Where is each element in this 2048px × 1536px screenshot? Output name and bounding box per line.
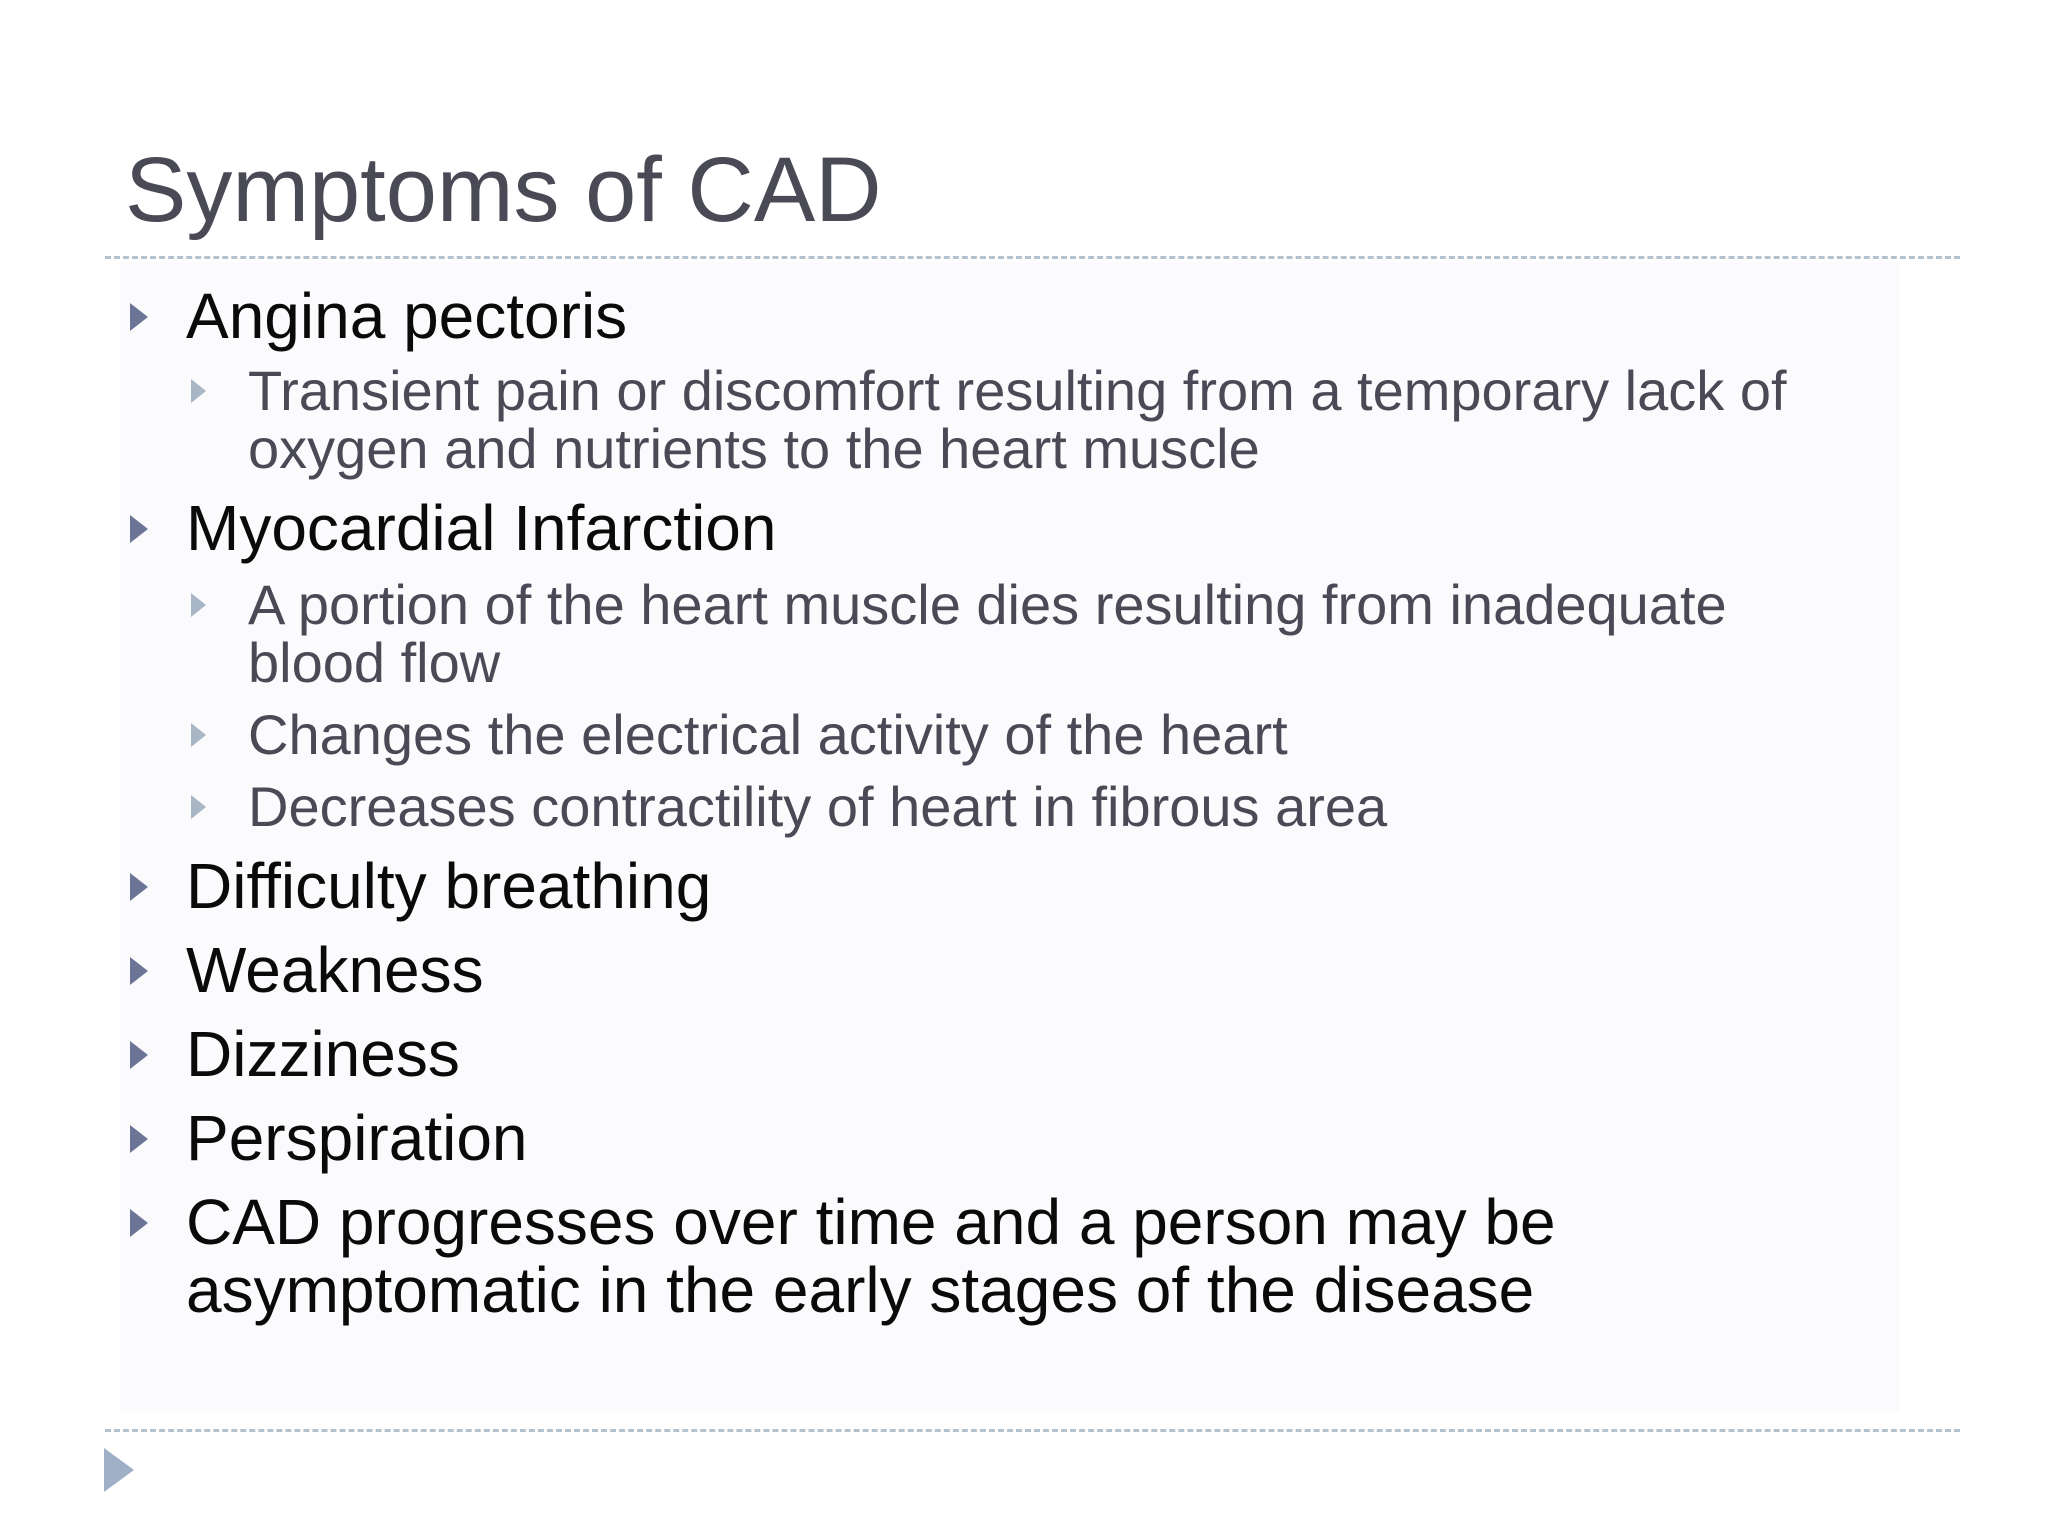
bullet-text: Perspiration <box>186 1102 528 1174</box>
bullet-text: Weakness <box>186 934 484 1006</box>
bullet-text-line-2: asymptomatic in the early stages of the disease <box>186 1254 1535 1326</box>
triangle-right-icon <box>130 1209 148 1237</box>
triangle-right-icon <box>130 1041 148 1069</box>
triangle-right-icon <box>130 957 148 985</box>
triangle-right-icon <box>191 593 206 617</box>
bullet-myocardial-infarction <box>186 494 776 562</box>
triangle-right-icon <box>130 873 148 901</box>
sub-bullet-transient-pain <box>248 359 1787 480</box>
bullet-text: Dizziness <box>186 1018 460 1090</box>
bullet-perspiration <box>186 1104 528 1172</box>
triangle-right-icon <box>191 379 206 403</box>
bullet-text: Decreases contractility of heart in fibrous area <box>248 775 1388 838</box>
triangle-right-icon <box>130 515 148 543</box>
bullet-difficulty-breathing <box>186 852 711 920</box>
bullet-text: Changes the electrical activity of the heart <box>248 703 1288 766</box>
bullet-cad-progresses <box>186 1188 1556 1324</box>
slide-title: Symptoms of CAD <box>125 139 882 241</box>
bullet-dizziness <box>186 1020 460 1088</box>
bullet-text-line-1: A portion of the heart muscle dies resulting from inadequate <box>248 573 1727 636</box>
sub-bullet-contractility <box>248 775 1388 838</box>
bullet-text-line-1: Transient pain or discomfort resulting from a temporary lack of <box>248 359 1787 422</box>
bullet-text: Angina pectoris <box>186 280 628 352</box>
bullet-text: Difficulty breathing <box>186 850 712 922</box>
bullet-text: Myocardial Infarction <box>186 492 777 564</box>
bullet-text-line-1: CAD progresses over time and a person may be <box>186 1186 1556 1258</box>
triangle-right-icon <box>130 303 148 331</box>
triangle-right-icon <box>130 1125 148 1153</box>
bullet-angina-pectoris <box>186 282 627 350</box>
bullet-text-line-2: oxygen and nutrients to the heart muscle <box>248 417 1260 480</box>
play-triangle-icon <box>104 1448 134 1492</box>
sub-bullet-electrical-activity <box>248 703 1288 766</box>
bullet-text-line-2: blood flow <box>248 631 501 694</box>
bullet-weakness <box>186 936 484 1004</box>
sub-bullet-heart-muscle-dies <box>248 573 1727 694</box>
triangle-right-icon <box>191 795 206 819</box>
bottom-divider <box>105 1429 1960 1432</box>
triangle-right-icon <box>191 723 206 747</box>
